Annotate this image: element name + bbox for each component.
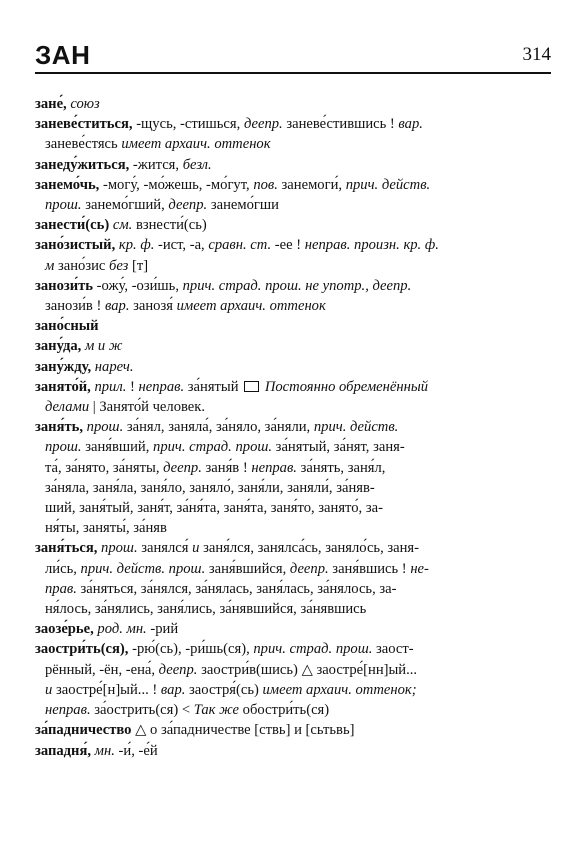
- entry-headword: занемо́чь,: [35, 176, 100, 193]
- grammar-note: нареч.: [94, 358, 134, 375]
- entry-text: за́нятый: [184, 378, 243, 395]
- entry-text: -жится,: [129, 156, 183, 173]
- entry-text: ня́лось, за́нялись, заня́лись, за́нявшийся, за́нявшись: [45, 601, 367, 618]
- entry-line: [35, 114, 549, 134]
- entry-text: обостри́ть(ся): [239, 702, 330, 719]
- entry-text: занози́в !: [45, 298, 105, 315]
- entry-text: т: [322, 722, 330, 739]
- entry-text: ли́сь,: [45, 560, 81, 577]
- entry-continuation-line: [35, 579, 549, 599]
- entry-text: заня́вшийся,: [205, 560, 290, 577]
- entry-continuation-line: [35, 134, 549, 154]
- entry-text: ший, заня́тый, заня́т, за́ня́та, заня́та, заня́то, занято́, за-: [45, 500, 383, 517]
- dictionary-entry: [35, 215, 549, 235]
- grammar-note: имеет архаич. оттенок;: [262, 681, 417, 698]
- entry-text: рённый, -ён, -ена́,: [45, 661, 159, 678]
- entry-text: заня́вшись !: [328, 560, 411, 577]
- entry-text: заостре́[н]ый... !: [52, 681, 161, 698]
- entry-text: за́няла, заня́ла, заня́ло, заняло́, заня́ли, заняли́, за́няв-: [45, 479, 375, 496]
- entry-text: △ о за́падничестве [ств: [131, 722, 279, 739]
- grammar-note: деепр.: [289, 560, 329, 577]
- grammar-note: прич. действ. прош.: [80, 560, 206, 577]
- entry-text: заня́лся, занялса́сь, заняло́сь, заня-: [199, 540, 419, 557]
- grammar-note: имеет архаич. оттенок: [176, 298, 326, 315]
- grammar-note: м: [45, 257, 55, 274]
- dictionary-entry: [35, 538, 549, 619]
- grammar-note: кр. ф.: [118, 237, 155, 254]
- entry-text: -рю́(сь), -ри́шь(ся),: [128, 641, 254, 658]
- entry-text: -могу́, -мо́жешь, -мо́гут,: [99, 176, 254, 193]
- page-number: 314: [522, 44, 551, 65]
- entry-text: за́нял, заняла́, за́няло, за́няли,: [123, 419, 314, 436]
- entry-text: за́няться, за́нялся, за́нялась, заня́лась, за́нялось, за-: [76, 580, 397, 597]
- entry-continuation-line: [35, 700, 549, 720]
- entry-text: взнести́(сь): [132, 217, 207, 234]
- entry-line: [35, 538, 549, 558]
- grammar-note: см.: [112, 217, 133, 234]
- entry-line: [35, 94, 549, 114]
- grammar-note: прич. страд. прош.: [153, 439, 273, 456]
- entry-line: [35, 720, 549, 740]
- entry-text: занемоги́,: [277, 176, 346, 193]
- dictionary-entry: [35, 235, 549, 275]
- entry-text: за́острить(ся) <: [90, 702, 194, 719]
- entry-headword: зано́зистый,: [35, 237, 116, 254]
- entry-text: -щусь, -стишься,: [132, 116, 244, 133]
- grammar-note: мн.: [94, 742, 115, 759]
- dictionary-entry: [35, 417, 549, 538]
- grammar-note: пов.: [253, 176, 278, 193]
- grammar-note: Так же: [193, 702, 239, 719]
- entry-continuation-line: [35, 437, 549, 457]
- grammar-note: прош.: [86, 419, 124, 436]
- grammar-note: деепр.: [168, 197, 208, 214]
- entry-headword: занеду́житься,: [35, 156, 130, 173]
- entry-line: [35, 377, 549, 397]
- entry-headword: заневе́ститься,: [35, 116, 133, 133]
- entry-line: [35, 639, 549, 659]
- entry-line: [35, 741, 549, 761]
- entry-text: ь: [278, 722, 286, 739]
- dictionary-entry: [35, 114, 549, 154]
- entry-headword: заня́ть,: [35, 419, 83, 436]
- dictionary-entry: [35, 357, 549, 377]
- entry-text: занозя́: [129, 298, 177, 315]
- entry-line: [35, 357, 549, 377]
- grammar-note: не-: [410, 560, 429, 577]
- grammar-note: деепр.: [158, 661, 198, 678]
- entry-continuation-line: [35, 518, 549, 538]
- entry-line: [35, 619, 549, 639]
- entry-headword: зану́жду,: [35, 358, 92, 375]
- grammar-note: вар.: [398, 116, 423, 133]
- entry-text: заостри́в(шись) △ заостре́[нн]ый...: [197, 661, 418, 678]
- grammar-note: имеет архаич. оттенок: [121, 136, 271, 153]
- entry-continuation-line: [35, 599, 549, 619]
- entry-headword: заостри́ть(ся),: [35, 641, 129, 658]
- entry-continuation-line: [35, 296, 549, 316]
- entry-text: заостря́(сь): [185, 681, 263, 698]
- entry-headword: занози́ть: [35, 277, 94, 294]
- grammar-note: прич. страд. прош.: [253, 641, 373, 658]
- grammar-note: прич. действ.: [345, 176, 431, 193]
- entry-headword: зане́,: [35, 96, 67, 112]
- grammar-note: безл.: [182, 156, 212, 173]
- grammar-note: союз: [70, 96, 100, 112]
- dictionary-entry: [35, 276, 549, 316]
- grammar-note: прил.: [94, 378, 127, 395]
- entry-continuation-line: [35, 458, 549, 478]
- entry-continuation-line: [35, 256, 549, 276]
- grammar-note: прош.: [45, 439, 82, 456]
- grammar-note: вар.: [160, 681, 186, 698]
- entry-line: [35, 235, 549, 255]
- entry-headword: заня́ться,: [35, 540, 98, 557]
- entry-continuation-line: [35, 498, 549, 518]
- dictionary-entry: [35, 316, 549, 336]
- entry-text: ] и [с: [285, 722, 317, 739]
- entry-continuation-line: [35, 195, 549, 215]
- grammar-note: неправ. произн. кр. ф.: [304, 237, 439, 254]
- entry-text: за́нятый, за́нят, заня-: [272, 439, 405, 456]
- entry-text: -ожу́, -ози́шь,: [93, 277, 183, 294]
- entry-text: -ее !: [271, 237, 305, 254]
- dictionary-entry: [35, 377, 549, 417]
- grammar-note: без: [109, 257, 129, 274]
- entry-text: | Занято́й человек.: [89, 399, 206, 416]
- entry-text: заост-: [372, 641, 414, 658]
- grammar-note: прош.: [101, 540, 138, 557]
- entry-continuation-line: [35, 680, 549, 700]
- entry-text: ь: [316, 722, 323, 739]
- entry-text: заня́в !: [201, 459, 252, 476]
- entry-text: -рий: [146, 621, 179, 638]
- entry-text: за́нять, заня́л,: [296, 459, 386, 476]
- entry-text: заня́вший,: [81, 439, 154, 456]
- grammar-note: род. мн.: [97, 621, 147, 638]
- grammar-note: и: [192, 540, 200, 557]
- entry-text: занемо́гший,: [81, 197, 169, 214]
- grammar-note: прош.: [45, 197, 82, 214]
- entry-line: [35, 215, 549, 235]
- grammar-note: неправ.: [45, 702, 91, 719]
- entry-text: занемо́гши: [207, 197, 279, 214]
- entry-text: занялся́: [137, 540, 193, 557]
- grammar-note: и: [45, 681, 53, 698]
- grammar-note: прич. действ.: [313, 419, 399, 436]
- grammar-note: м и ж: [84, 338, 123, 355]
- grammar-note: неправ.: [251, 459, 297, 476]
- grammar-note: деепр.: [243, 116, 283, 133]
- example-box-icon: [244, 381, 259, 392]
- entry-headword: заозе́рье,: [35, 621, 94, 638]
- entry-text: -и́, -е́й: [114, 742, 158, 759]
- dictionary-entry: [35, 720, 549, 740]
- grammar-note: вар.: [104, 298, 130, 315]
- entry-text: !: [126, 378, 139, 395]
- entry-line: [35, 155, 549, 175]
- running-headword: ЗАН: [35, 40, 91, 70]
- dictionary-entry: [35, 639, 549, 720]
- entry-line: [35, 417, 549, 437]
- entry-continuation-line: [35, 397, 549, 417]
- grammar-note: неправ.: [138, 378, 185, 395]
- entry-text: заневе́стившись !: [282, 116, 399, 133]
- grammar-note: деепр.: [163, 459, 202, 476]
- grammar-note: делами: [45, 399, 90, 416]
- header-rule: [35, 72, 551, 74]
- entry-headword: западня́,: [35, 742, 92, 759]
- dictionary-entry: [35, 155, 549, 175]
- grammar-note: Постоянно обременённый: [264, 378, 429, 395]
- entry-continuation-line: [35, 559, 549, 579]
- entry-text: [т]: [128, 257, 149, 274]
- entry-text: ]: [349, 722, 355, 739]
- entry-line: [35, 316, 549, 336]
- entry-text: ь: [342, 722, 350, 739]
- dictionary-entry: [35, 336, 549, 356]
- dictionary-entries: [35, 94, 549, 761]
- entry-text: ь: [329, 722, 337, 739]
- entry-continuation-line: [35, 478, 549, 498]
- grammar-note: сравн. ст.: [208, 237, 272, 254]
- dictionary-entry: [35, 619, 549, 639]
- entry-line: [35, 336, 549, 356]
- page-header: [35, 40, 551, 74]
- dictionary-entry: [35, 175, 549, 215]
- entry-text: заневе́стясь: [45, 136, 122, 153]
- entry-headword: зану́да,: [35, 338, 82, 355]
- entry-text: в: [336, 722, 343, 739]
- entry-text: ня́ты, заняты́, за́няв: [45, 520, 167, 537]
- entry-text: -ист, -а,: [154, 237, 209, 254]
- entry-line: [35, 175, 549, 195]
- entry-continuation-line: [35, 660, 549, 680]
- entry-headword: зано́сный: [35, 318, 99, 335]
- entry-text: зано́зис: [54, 257, 110, 274]
- dictionary-entry: [35, 741, 549, 761]
- grammar-note: прав.: [45, 580, 77, 597]
- entry-line: [35, 276, 549, 296]
- grammar-note: прич. страд. прош. не употр., деепр.: [182, 277, 412, 294]
- entry-headword: занести́(сь): [35, 217, 110, 234]
- entry-headword: занято́й,: [35, 378, 91, 395]
- entry-headword: за́падничество: [35, 722, 132, 739]
- dictionary-entry: [35, 94, 549, 114]
- entry-text: та́, за́нято, за́няты,: [45, 459, 164, 476]
